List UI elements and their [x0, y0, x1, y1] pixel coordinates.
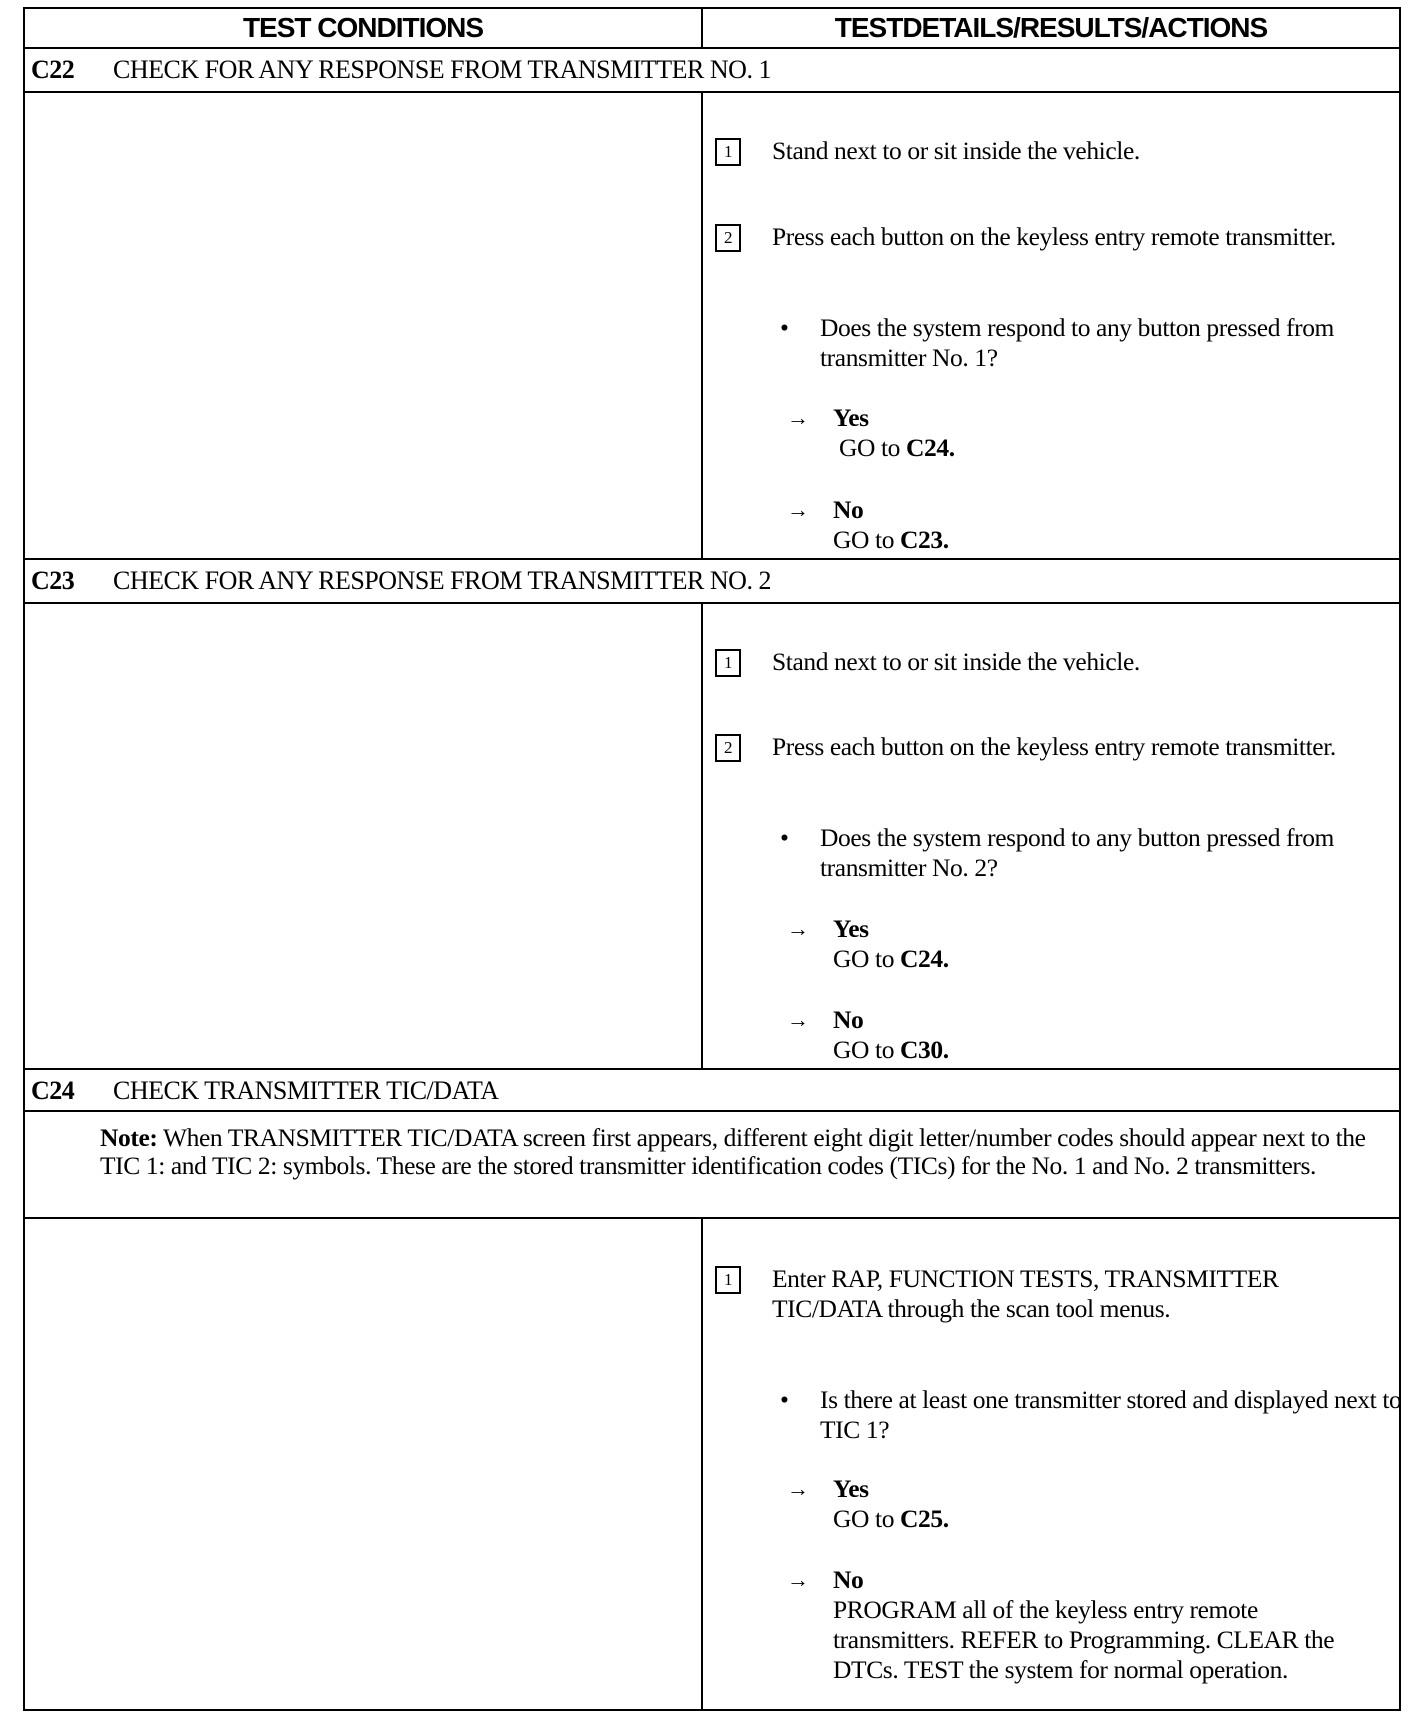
answer-label: No — [833, 1565, 864, 1594]
goto-target: C30. — [900, 1035, 949, 1064]
section-title: CHECK FOR ANY RESPONSE FROM TRANSMITTER NO. 1 — [113, 55, 771, 84]
answer-label: Yes — [833, 914, 869, 943]
bullet-icon: • — [780, 313, 789, 342]
table-header — [25, 9, 1399, 49]
goto-target: C24. — [900, 944, 949, 973]
step-text: Stand next to or sit inside the vehicle. — [772, 647, 1140, 676]
section-title-c22 — [25, 49, 1399, 93]
step-number-box: 2 — [715, 734, 741, 762]
step-text: Press each button on the keyless entry remote transmitter. — [772, 732, 1336, 761]
note-label: Note: — [100, 1123, 158, 1152]
question-text: Does the system respond to any button pressed from transmitter No. 2? — [820, 823, 1334, 882]
step-number-box: 2 — [715, 224, 741, 252]
arrow-right-icon: → — [787, 1007, 809, 1032]
section-code: C23 — [31, 566, 75, 595]
answer-label: No — [833, 1005, 864, 1034]
step-text: Enter RAP, FUNCTION TESTS, TRANSMITTER TIC/DATA through the scan tool menus. — [772, 1264, 1279, 1323]
arrow-right-icon: → — [787, 497, 809, 522]
question-text: Is there at least one transmitter stored and displayed next to TIC 1? — [820, 1385, 1402, 1444]
step-number-box: 1 — [715, 649, 741, 677]
question-text: Does the system respond to any button pressed from transmitter No. 1? — [820, 313, 1334, 372]
header-test-details: TESTDETAILS/RESULTS/ACTIONS — [834, 12, 1268, 43]
goto-target: C25. — [900, 1504, 949, 1533]
section-title: CHECK TRANSMITTER TIC/DATA — [113, 1076, 499, 1105]
arrow-right-icon: → — [787, 1567, 809, 1592]
section-body-c24 — [25, 1219, 1402, 1709]
section-code: C24 — [31, 1076, 75, 1105]
action-text: GO to — [833, 944, 895, 973]
action-text: GO to — [833, 525, 895, 554]
answer-label: Yes — [833, 1474, 869, 1503]
note-c24 — [25, 1112, 1399, 1219]
section-title-c24 — [25, 1070, 1399, 1112]
answer-label: Yes — [833, 403, 869, 432]
goto-target: C23. — [900, 525, 949, 554]
section-body-c23 — [25, 604, 1399, 1070]
action-text: GO to — [833, 1035, 895, 1064]
step-text: Stand next to or sit inside the vehicle. — [772, 136, 1140, 165]
arrow-right-icon: → — [787, 916, 809, 941]
section-code: C22 — [31, 55, 75, 84]
answer-label: No — [833, 495, 864, 524]
header-test-conditions: TEST CONDITIONS — [242, 12, 484, 43]
arrow-right-icon: → — [787, 405, 809, 430]
action-text: PROGRAM all of the keyless entry remote transmitters. REFER to Programming. CLEAR the DTCs. TEST the system for normal operation. — [833, 1595, 1335, 1684]
bullet-icon: • — [780, 823, 789, 852]
diagnostic-table — [23, 7, 1401, 1711]
action-text: GO to — [833, 1504, 895, 1533]
section-title-c23 — [25, 560, 1399, 604]
bullet-icon: • — [780, 1385, 789, 1414]
section-title: CHECK FOR ANY RESPONSE FROM TRANSMITTER NO. 2 — [113, 566, 771, 595]
goto-target: C24. — [906, 433, 955, 462]
step-text: Press each button on the keyless entry remote transmitter. — [772, 222, 1336, 251]
section-body-c22 — [25, 93, 1399, 560]
arrow-right-icon: → — [787, 1476, 809, 1501]
step-number-box: 1 — [715, 138, 741, 166]
action-text: GO to — [838, 433, 901, 462]
note-text: When TRANSMITTER TIC/DATA screen first appears, different eight digit letter/number codes should appear next to the TIC 1: and TIC 2: symbols. These are the stored transmitter identification codes (TICs) for the No. 1 and No. 2 transmitters. — [100, 1123, 1366, 1180]
step-number-box: 1 — [715, 1266, 741, 1294]
